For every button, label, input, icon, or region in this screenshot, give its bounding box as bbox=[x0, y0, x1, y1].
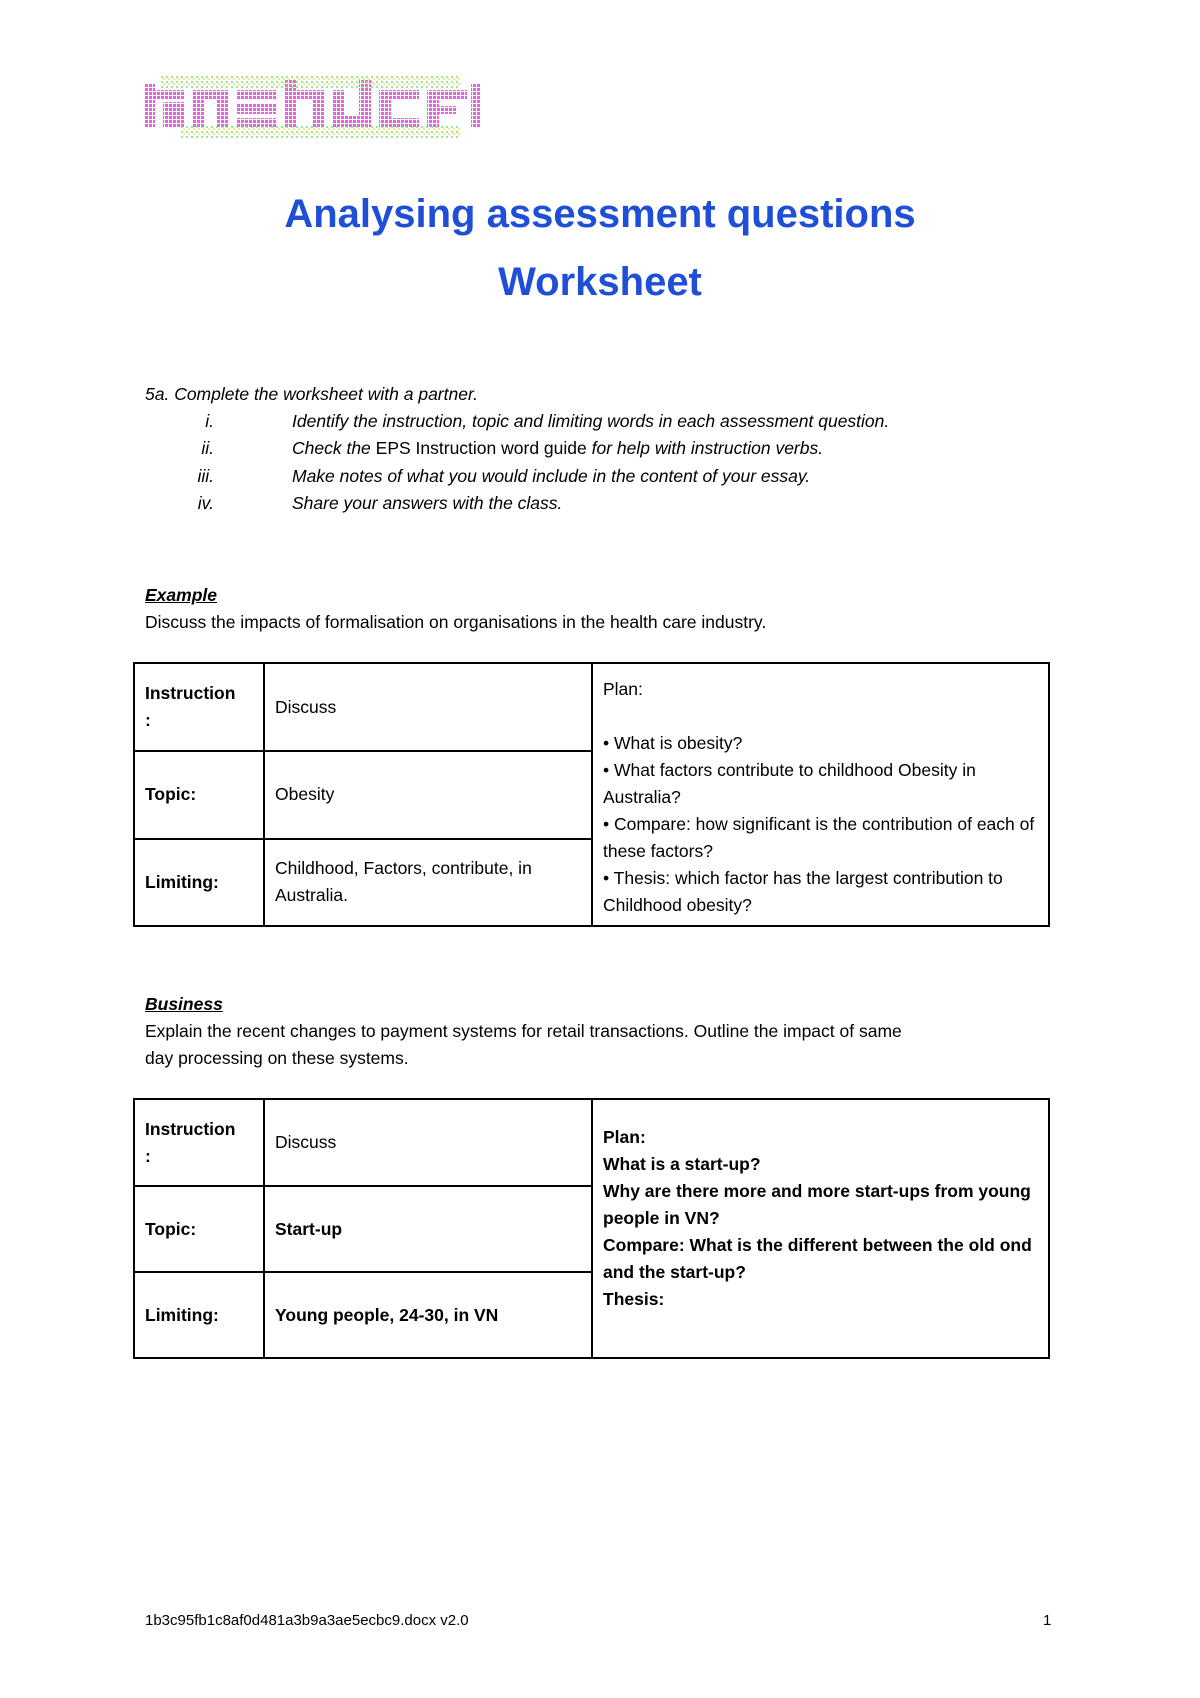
plan-item: What is a start-up? bbox=[603, 1154, 761, 1174]
step-number: iii. bbox=[197, 465, 214, 486]
task-instruction: 5a. Complete the worksheet with a partner. bbox=[145, 384, 478, 404]
step-text bbox=[292, 408, 889, 435]
logo bbox=[141, 76, 485, 140]
plan-item: Why are there more and more start-ups from young people in VN? bbox=[603, 1181, 1031, 1228]
plan-item: • Compare: how significant is the contribution of each of these factors? bbox=[603, 814, 1035, 861]
business-question-line2: day processing on these systems. bbox=[145, 1048, 409, 1068]
step-text-part: for help with instruction verbs. bbox=[586, 438, 824, 459]
step-text-part: Make notes of what you would include in the content of your essay. bbox=[292, 465, 811, 486]
step-text-part: Identify the instruction, topic and limiting words in each assessment question. bbox=[292, 411, 890, 431]
step-number: iv. bbox=[197, 492, 214, 513]
step-text-part: Check the bbox=[292, 438, 376, 459]
limiting-value: Childhood, Factors, contribute, in Australia. bbox=[264, 839, 592, 926]
step-text bbox=[292, 490, 562, 517]
business-table bbox=[133, 1098, 1050, 1359]
business-question-line1: Explain the recent changes to payment systems for retail transactions. Outline the impact of same bbox=[145, 1021, 902, 1041]
footer-filename: 1b3c95fb1c8af0d481a3b9a3ae5ecbc9.docx v2.0 bbox=[145, 1612, 469, 1629]
plan-item: Thesis: bbox=[603, 1289, 665, 1309]
example-heading: Example bbox=[145, 585, 217, 605]
plan-item: Compare: What is the different between the old ond and the start-up? bbox=[603, 1235, 1032, 1282]
plan-item: • What is obesity? bbox=[603, 733, 743, 753]
plan-cell bbox=[592, 1099, 1049, 1358]
step-text bbox=[292, 463, 810, 490]
step-number: i. bbox=[205, 411, 214, 431]
topic-value: Start-up bbox=[264, 1186, 592, 1272]
instruction-label: Instruction : bbox=[134, 663, 264, 751]
plan-item: • What factors contribute to childhood Obesity in Australia? bbox=[603, 760, 976, 807]
instruction-value: Discuss bbox=[264, 1099, 592, 1186]
topic-value: Obesity bbox=[264, 751, 592, 838]
plan-label: Plan: bbox=[603, 679, 643, 699]
page-title: Analysing assessment questions bbox=[284, 192, 916, 236]
limiting-value: Young people, 24-30, in VN bbox=[264, 1272, 592, 1358]
step-text bbox=[292, 435, 823, 462]
topic-label: Topic: bbox=[134, 751, 264, 838]
step-reference: EPS Instruction word guide bbox=[375, 438, 587, 459]
footer-page-number: 1 bbox=[1043, 1612, 1052, 1629]
plan-list bbox=[603, 730, 1038, 919]
business-heading: Business bbox=[145, 994, 223, 1014]
step-number: ii. bbox=[201, 438, 214, 459]
topic-label: Topic: bbox=[134, 1186, 264, 1272]
example-table bbox=[133, 662, 1050, 927]
instruction-value: Discuss bbox=[264, 663, 592, 751]
plan-label: Plan: bbox=[603, 1127, 646, 1147]
plan-cell bbox=[592, 663, 1049, 926]
plan-item: • Thesis: which factor has the largest contribution to Childhood obesity? bbox=[603, 868, 1003, 915]
limiting-label: Limiting: bbox=[134, 1272, 264, 1358]
example-question: Discuss the impacts of formalisation on organisations in the health care industry. bbox=[145, 612, 767, 632]
page-subtitle: Worksheet bbox=[498, 260, 702, 304]
step-text-part: Share your answers with the class. bbox=[292, 492, 563, 513]
instruction-label: Instruction : bbox=[134, 1099, 264, 1186]
limiting-label: Limiting: bbox=[134, 839, 264, 926]
